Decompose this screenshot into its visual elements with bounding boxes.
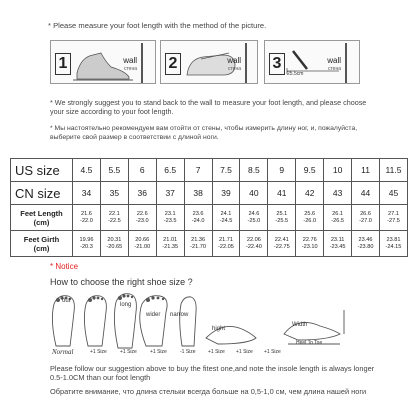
measure-value: 25.5cm xyxy=(287,71,304,77)
wall-line xyxy=(141,43,143,83)
cn-size-cell: 43 xyxy=(324,182,352,205)
cn-size-cell: 38 xyxy=(184,182,212,205)
step-number: 3 xyxy=(269,53,285,75)
size-chart-table xyxy=(10,158,408,257)
us-size-cell: 7.5 xyxy=(212,159,240,182)
foot-shapes-illustration xyxy=(48,290,388,352)
us-size-cell: 11.5 xyxy=(379,159,407,182)
feet-length-cell: 22.1 -22.5 xyxy=(100,205,128,231)
step-1-panel xyxy=(50,40,156,84)
wall-label: wall стена xyxy=(227,56,241,72)
feet-girth-cell: 22.76 -23.10 xyxy=(296,231,324,257)
cn-size-label: CN size xyxy=(11,182,73,205)
cn-size-cell: 42 xyxy=(296,182,324,205)
cn-size-cell: 37 xyxy=(156,182,184,205)
foot-label-heel-to-toe: Heel To Toe xyxy=(296,340,323,346)
follow-note-ru: Обратите внимание, что длина стельки всегда больше на 0,5-1,0 см, чем длина нашей ноги xyxy=(50,387,367,396)
feet-girth-row xyxy=(11,231,408,257)
cn-size-cell: 35 xyxy=(100,182,128,205)
foot-label-width: Width xyxy=(292,322,308,328)
cn-size-cell: 39 xyxy=(212,182,240,205)
feet-girth-cell: 20.66 -21.00 xyxy=(128,231,156,257)
how-to-title: How to choose the right shoe size ? xyxy=(50,277,193,287)
foot-captions: Normal +1 Size +1 Size +1 Size -1 Size +1 Size +1 Size +1 Size xyxy=(52,348,281,356)
wall-label: wall стена xyxy=(327,56,341,72)
step-3-panel xyxy=(264,40,360,84)
follow-note-en: Please follow our suggestion above to buy the fitest one,and note the insole length is always longer 0.5-1.0CM than our foot length xyxy=(50,364,375,382)
us-size-cell: 6 xyxy=(128,159,156,182)
feet-girth-cell: 22.06 -22.40 xyxy=(240,231,268,257)
us-size-cell: 9 xyxy=(268,159,296,182)
step-2-panel xyxy=(160,40,258,84)
wall-line xyxy=(245,43,247,83)
foot-label-hight: hight xyxy=(212,326,226,332)
measure-instruction: * Please measure your foot length with the method of the picture. xyxy=(48,21,267,30)
feet-girth-cell: 23.11 -23.45 xyxy=(324,231,352,257)
feet-length-cell: 25.1 -25.5 xyxy=(268,205,296,231)
wall-label: wall стена xyxy=(123,56,137,72)
foot-label-wider: wider xyxy=(146,312,161,318)
step-number: 2 xyxy=(165,53,181,75)
feet-girth-cell: 21.71 -22.05 xyxy=(212,231,240,257)
cn-size-cell: 34 xyxy=(73,182,101,205)
feet-length-cell: 26.6 -27.0 xyxy=(352,205,380,231)
cn-size-row xyxy=(11,182,408,205)
feet-girth-cell: 22.41 -22.75 xyxy=(268,231,296,257)
us-size-cell: 10 xyxy=(324,159,352,182)
feet-length-cell: 23.6 -24.0 xyxy=(184,205,212,231)
feet-length-cell: 24.1 -24.5 xyxy=(212,205,240,231)
cn-size-cell: 36 xyxy=(128,182,156,205)
cn-size-cell: 41 xyxy=(268,182,296,205)
feet-length-cell: 27.1 -27.5 xyxy=(379,205,407,231)
feet-girth-label: Feet Girth (cm) xyxy=(11,231,73,257)
feet-length-cell: 22.6 -23.0 xyxy=(128,205,156,231)
us-size-cell: 6.5 xyxy=(156,159,184,182)
foot-label-out: out xyxy=(62,298,71,304)
suggestion-ru: * Мы настоятельно рекомендуем вам отойти от стены, чтобы измерить длину ног, и, пожалуйста, выберите свой размер в соответствии с длиной ноги. xyxy=(50,125,358,141)
feet-length-label: Feet Length (cm) xyxy=(11,205,73,231)
cn-size-cell: 40 xyxy=(240,182,268,205)
us-size-cell: 4.5 xyxy=(73,159,101,182)
feet-length-cell: 21.6 -22.0 xyxy=(73,205,101,231)
feet-length-cell: 24.6 -25.0 xyxy=(240,205,268,231)
us-size-cell: 7 xyxy=(184,159,212,182)
feet-girth-cell: 21.36 -21.70 xyxy=(184,231,212,257)
feet-length-cell: 23.1 -23.5 xyxy=(156,205,184,231)
foot-label-long: long xyxy=(120,302,132,308)
notice-label: * Notice xyxy=(50,262,79,271)
us-size-label: US size xyxy=(11,159,73,182)
us-size-cell: 8.5 xyxy=(240,159,268,182)
us-size-cell: 11 xyxy=(352,159,380,182)
us-size-cell: 5.5 xyxy=(100,159,128,182)
suggestion-en: * We strongly suggest you to stand back to the wall to measure your foot length, and please choose your size according to your foot length. xyxy=(50,98,367,116)
feet-girth-cell: 21.01 -21.35 xyxy=(156,231,184,257)
cn-size-cell: 44 xyxy=(352,182,380,205)
feet-girth-cell: 19.96 -20.3 xyxy=(73,231,101,257)
foot-label-narrow: narrow xyxy=(170,312,189,318)
cn-size-cell: 45 xyxy=(379,182,407,205)
wall-line xyxy=(345,43,347,83)
feet-length-cell: 25.6 -26.0 xyxy=(296,205,324,231)
us-size-cell: 9.5 xyxy=(296,159,324,182)
feet-girth-cell: 23.46 -23.80 xyxy=(352,231,380,257)
feet-girth-cell: 23.81 -24.15 xyxy=(379,231,407,257)
us-size-row xyxy=(11,159,408,182)
step-number: 1 xyxy=(55,53,71,75)
feet-length-row xyxy=(11,205,408,231)
feet-length-cell: 26.1 -26.5 xyxy=(324,205,352,231)
feet-girth-cell: 20.31 -20.65 xyxy=(100,231,128,257)
